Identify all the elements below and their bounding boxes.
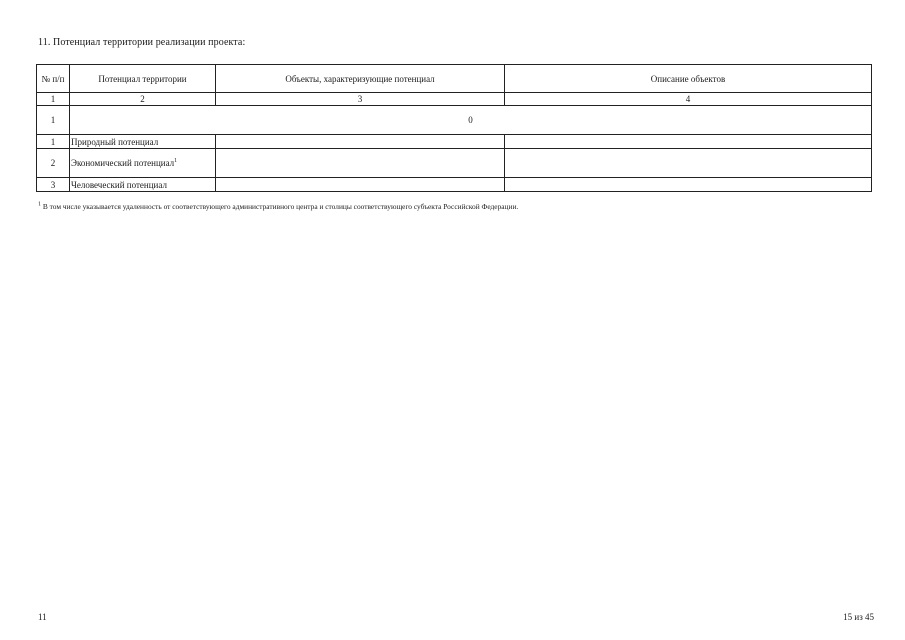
header-potential: Потенциал территории (70, 65, 216, 93)
row-description-cell (505, 149, 872, 178)
footnote-reference: 1 (174, 158, 178, 164)
row-description-cell (505, 178, 872, 192)
column-number: 3 (216, 93, 505, 106)
column-number: 4 (505, 93, 872, 106)
row-number: 2 (37, 149, 70, 178)
row-potential-label: Человеческий потенциал (71, 179, 167, 190)
row-objects-cell (216, 135, 505, 149)
footnote-marker: 1 (38, 201, 41, 208)
row-objects-cell (216, 149, 505, 178)
header-number: № п/п (37, 65, 70, 93)
row-description-cell (505, 135, 872, 149)
group-row-value: 0 (70, 106, 872, 135)
header-objects: Объекты, характеризующие потенциал (216, 65, 505, 93)
row-number: 1 (37, 135, 70, 149)
row-potential-name (70, 135, 216, 149)
group-row-number: 1 (37, 106, 70, 135)
footnote-text: В том числе указывается удаленность от соответствующего административного центра и столицы соответствующего субъекта Российской Федерации. (42, 202, 519, 211)
row-potential-label: Природный потенциал (71, 136, 159, 147)
row-potential-name (70, 149, 216, 178)
header-description: Описание объектов (505, 65, 872, 93)
potential-table (36, 64, 872, 192)
column-number: 2 (70, 93, 216, 106)
row-potential-name (70, 178, 216, 192)
page-counter: 15 из 45 (843, 612, 874, 622)
row-number: 3 (37, 178, 70, 192)
row-objects-cell (216, 178, 505, 192)
row-potential-label: Экономический потенциал (71, 158, 175, 168)
table-row (37, 135, 872, 149)
table-group-row (37, 106, 872, 135)
section-title: 11. Потенциал территории реализации проекта: (38, 37, 246, 48)
table-row (37, 178, 872, 192)
table-header-row (37, 65, 872, 93)
column-numbers-row (37, 93, 872, 106)
footnote (38, 202, 518, 211)
column-number: 1 (37, 93, 70, 106)
page-section-number: 11 (38, 612, 47, 622)
table-row (37, 149, 872, 178)
